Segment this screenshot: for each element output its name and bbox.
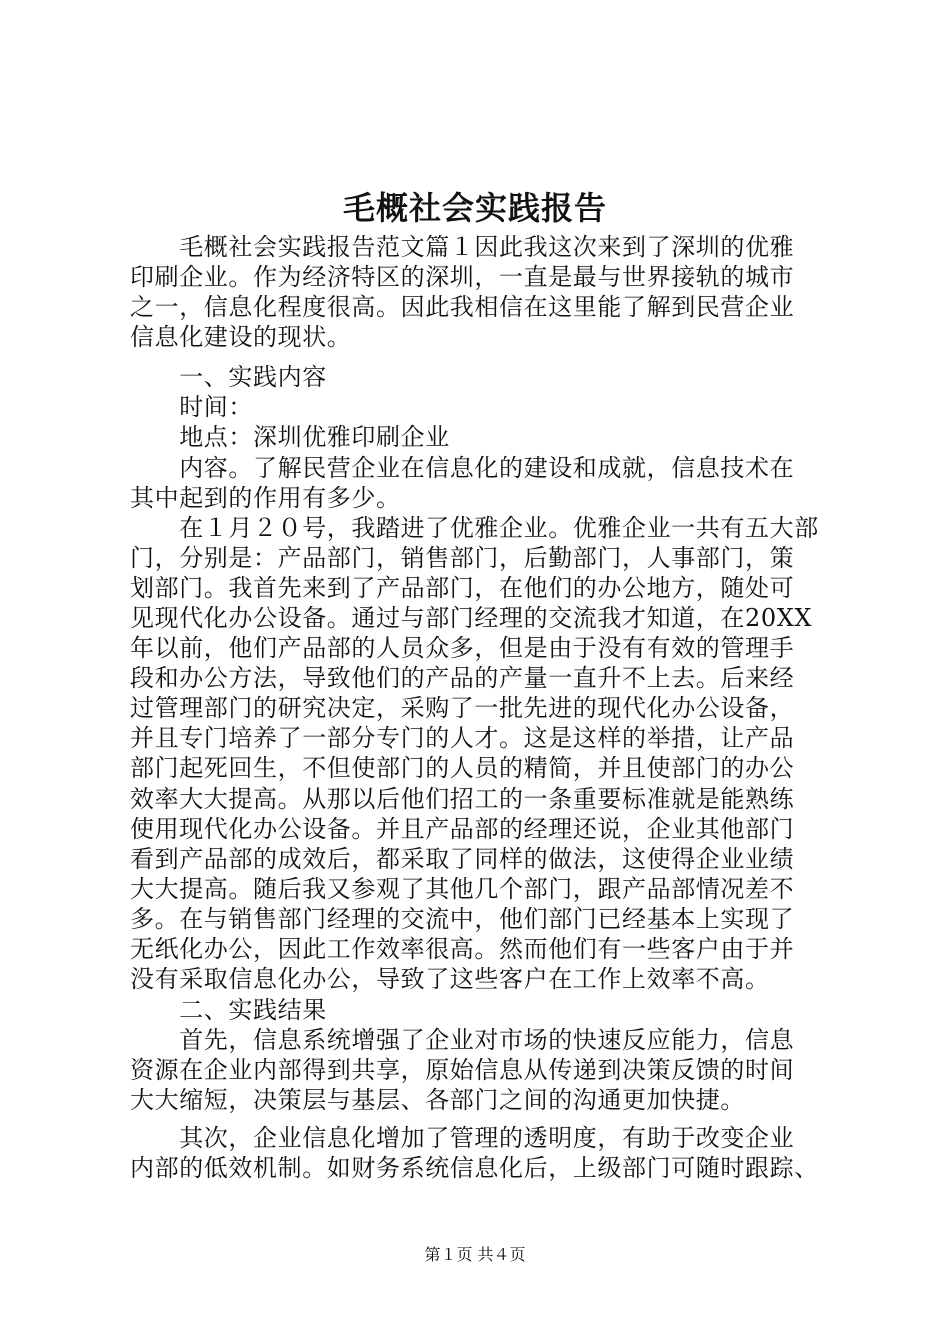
body-line: 并且专门培养了一部分专门的人才。这是这样的举措，让产品: [130, 724, 795, 752]
body-line: 见现代化办公设备。通过与部门经理的交流我才知道，在20XX: [130, 604, 813, 632]
body-line: 其次，企业信息化增加了管理的透明度，有助于改变企业: [130, 1124, 795, 1152]
body-line: 时间：: [130, 393, 253, 421]
body-line: 无纸化办公，因此工作效率很高。然而他们有一些客户由于并: [130, 935, 795, 963]
body-line: 地点：深圳优雅印刷企业: [130, 423, 450, 451]
body-line: 其中起到的作用有多少。: [130, 484, 401, 512]
body-line: 看到产品部的成效后，都采取了同样的做法，这使得企业业绩: [130, 845, 795, 873]
body-line: 大大提高。随后我又参观了其他几个部门，跟产品部情况差不: [130, 875, 795, 903]
body-line: 首先，信息系统增强了企业对市场的快速反应能力，信息: [130, 1026, 795, 1054]
body-line: 效率大大提高。从那以后他们招工的一条重要标准就是能熟练: [130, 785, 795, 813]
body-line: 年以前，他们产品部的人员众多，但是由于没有有效的管理手: [130, 634, 795, 662]
body-line: 多。在与销售部门经理的交流中，他们部门已经基本上实现了: [130, 905, 795, 933]
body-line: 内部的低效机制。如财务系统信息化后，上级部门可随时跟踪、: [130, 1154, 819, 1182]
body-line: 内容。了解民营企业在信息化的建设和成就，信息技术在: [130, 454, 795, 482]
body-line: 使用现代化办公设备。并且产品部的经理还说，企业其他部门: [130, 815, 795, 843]
section-heading: 二、实践结果: [130, 996, 327, 1024]
body-line: 资源在企业内部得到共享，原始信息从传递到决策反馈的时间: [130, 1056, 795, 1084]
body-line: 信息化建设的现状。: [130, 323, 352, 351]
body-line: 门，分别是：产品部门，销售部门，后勤部门，人事部门，策: [130, 544, 795, 572]
body-line: 部门起死回生，不但使部门的人员的精简，并且使部门的办公: [130, 754, 795, 782]
body-line: 之一，信息化程度很高。因此我相信在这里能了解到民营企业: [130, 293, 795, 321]
section-heading: 一、实践内容: [130, 363, 327, 391]
body-line: 大大缩短，决策层与基层、各部门之间的沟通更加快捷。: [130, 1086, 745, 1114]
body-line: 毛概社会实践报告范文篇１因此我这次来到了深圳的优雅: [130, 233, 795, 261]
body-line: 划部门。我首先来到了产品部门，在他们的办公地方，随处可: [130, 574, 795, 602]
document-title: 毛概社会实践报告: [342, 189, 607, 227]
body-line: 过管理部门的研究决定，采购了一批先进的现代化办公设备，: [130, 694, 795, 722]
body-line: 在１月２０号，我踏进了优雅企业。优雅企业一共有五大部: [130, 514, 819, 542]
body-line: 没有采取信息化办公，导致了这些客户在工作上效率不高。: [130, 965, 770, 993]
body-line: 段和办公方法，导致他们的产品的产量一直升不上去。后来经: [130, 664, 795, 692]
body-line: 印刷企业。作为经济特区的深圳，一直是最与世界接轨的城市: [130, 263, 795, 291]
page-footer: 第１页 共４页: [424, 1245, 526, 1264]
